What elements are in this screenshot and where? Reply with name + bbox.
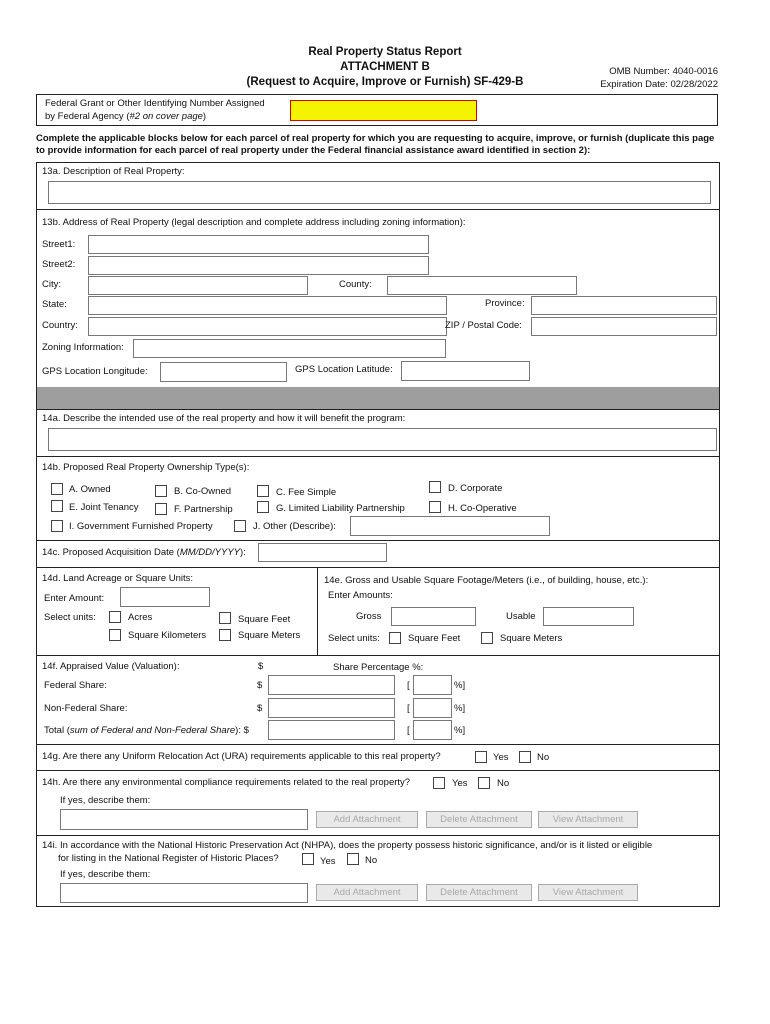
enter-amounts-label: Enter Amounts:	[328, 590, 393, 601]
divider	[36, 744, 720, 745]
divider	[36, 770, 720, 771]
s14i-label: 14i. In accordance with the National Historic Preservation Act (NHPA), does the property possess historic significance, and/or is it listed or eligible	[42, 840, 653, 851]
square-feet-checkbox[interactable]	[219, 612, 231, 624]
total-pct-input[interactable]	[413, 720, 452, 740]
province-label: Province:	[485, 298, 525, 309]
s14f-label: 14f. Appraised Value (Valuation):	[42, 661, 180, 672]
column-divider	[317, 567, 318, 655]
s14d-label: 14d. Land Acreage or Square Units:	[42, 573, 194, 584]
zoning-input[interactable]	[133, 339, 446, 358]
env-view-attachment-button[interactable]: View Attachment	[538, 811, 638, 828]
divider	[36, 209, 720, 210]
pct-bracket: %]	[454, 703, 466, 714]
city-label: City:	[42, 279, 61, 290]
env-add-attachment-button[interactable]: Add Attachment	[316, 811, 418, 828]
street1-label: Street1:	[42, 239, 76, 250]
non-federal-share-input[interactable]	[268, 698, 395, 718]
intended-use-input[interactable]	[48, 428, 717, 451]
s14i-label-2: for listing in the National Register of Historic Places?	[58, 853, 279, 864]
nhpa-no-label: No	[365, 855, 378, 866]
enter-amount-label: Enter Amount:	[44, 593, 105, 604]
ura-yes-checkbox[interactable]	[475, 751, 487, 763]
zip-input[interactable]	[531, 317, 717, 336]
partnership-checkbox[interactable]	[155, 503, 167, 515]
s13b-label: 13b. Address of Real Property (legal description and complete address including zoning information):	[42, 217, 466, 228]
dollar-sign: $	[257, 680, 263, 691]
non-federal-pct-input[interactable]	[413, 698, 452, 718]
acquisition-date-input[interactable]	[258, 543, 387, 562]
square-meters-label: Square Meters	[238, 630, 301, 641]
s14b-label: 14b. Proposed Real Property Ownership Type(s):	[42, 462, 250, 473]
bracket: [	[407, 703, 410, 714]
square-feet-label: Square Feet	[238, 614, 291, 625]
fee-simple-checkbox[interactable]	[257, 485, 269, 497]
nhpa-delete-attachment-button[interactable]: Delete Attachment	[426, 884, 532, 901]
city-input[interactable]	[88, 276, 308, 295]
select-units-label-e: Select units:	[328, 633, 380, 644]
state-select[interactable]	[88, 296, 447, 315]
zip-label: ZIP / Postal Code:	[445, 320, 522, 331]
usable-input[interactable]	[543, 607, 634, 626]
land-amount-input[interactable]	[120, 587, 210, 607]
nhpa-describe-input[interactable]	[60, 883, 308, 903]
usable-label: Usable	[506, 611, 536, 622]
s14a-label: 14a. Describe the intended use of the real property and how it will benefit the program:	[42, 413, 406, 424]
gross-label: Gross	[356, 611, 382, 622]
env-yes-label: Yes	[452, 778, 468, 789]
acres-checkbox[interactable]	[109, 611, 121, 623]
divider	[36, 409, 720, 410]
env-describe-label: If yes, describe them:	[60, 795, 151, 806]
owned-label: A. Owned	[69, 484, 111, 495]
corporate-label: D. Corporate	[448, 483, 503, 494]
gps-longitude-input[interactable]	[160, 362, 287, 382]
federal-share-label: Federal Share:	[44, 680, 107, 691]
omb-number: OMB Number: 4040-0016	[609, 66, 718, 77]
gps-latitude-label: GPS Location Latitude:	[295, 364, 393, 375]
form-subtitle: (Request to Acquire, Improve or Furnish) SF-429-B	[246, 76, 524, 88]
nhpa-add-attachment-button[interactable]: Add Attachment	[316, 884, 418, 901]
ura-no-label: No	[537, 752, 550, 763]
ura-no-checkbox[interactable]	[519, 751, 531, 763]
s14h-label: 14h. Are there any environmental compliance requirements related to the real property?	[42, 777, 411, 788]
dollar-sign: $	[257, 703, 263, 714]
bracket: [	[407, 680, 410, 691]
env-describe-input[interactable]	[60, 809, 308, 830]
joint-tenancy-checkbox[interactable]	[51, 500, 63, 512]
attachment-label: ATTACHMENT B	[340, 61, 430, 73]
other-checkbox[interactable]	[234, 520, 246, 532]
co-operative-label: H. Co-Operative	[448, 503, 517, 514]
co-owned-checkbox[interactable]	[155, 485, 167, 497]
joint-tenancy-label: E. Joint Tenancy	[69, 502, 139, 513]
fee-simple-label: C. Fee Simple	[276, 487, 337, 498]
grant-number-input[interactable]	[290, 100, 477, 121]
country-select[interactable]	[88, 317, 447, 336]
divider	[36, 540, 720, 541]
square-meters-checkbox-e[interactable]	[481, 632, 493, 644]
nhpa-no-checkbox[interactable]	[347, 853, 359, 865]
divider	[36, 456, 720, 457]
grant-label: Federal Grant or Other Identifying Number Assigned	[45, 98, 265, 109]
s13a-label: 13a. Description of Real Property:	[42, 166, 185, 177]
s14e-label: 14e. Gross and Usable Square Footage/Meters (i.e., of building, house, etc.):	[324, 575, 649, 586]
square-km-checkbox[interactable]	[109, 629, 121, 641]
ura-yes-label: Yes	[493, 752, 509, 763]
other-label: J. Other (Describe):	[253, 521, 336, 532]
co-operative-checkbox[interactable]	[429, 501, 441, 513]
section-separator-bar	[37, 387, 719, 409]
zoning-label: Zoning Information:	[42, 342, 124, 353]
pct-bracket: %]	[454, 680, 466, 691]
total-label: Total (sum of Federal and Non-Federal Share): $	[44, 725, 249, 736]
square-meters-checkbox[interactable]	[219, 629, 231, 641]
non-federal-share-label: Non-Federal Share:	[44, 703, 128, 714]
government-furnished-label: I. Government Furnished Property	[69, 521, 213, 532]
square-feet-label-e: Square Feet	[408, 633, 461, 644]
street1-input[interactable]	[88, 235, 429, 254]
federal-share-input[interactable]	[268, 675, 395, 695]
expiration-date: Expiration Date: 02/28/2022	[600, 79, 718, 90]
divider	[36, 567, 720, 568]
total-input[interactable]	[268, 720, 395, 740]
country-label: Country:	[42, 320, 78, 331]
nhpa-view-attachment-button[interactable]: View Attachment	[538, 884, 638, 901]
county-label: County:	[339, 279, 372, 290]
description-input[interactable]	[48, 181, 711, 204]
env-no-label: No	[497, 778, 510, 789]
s14c-label: 14c. Proposed Acquisition Date (MM/DD/YYYY):	[42, 547, 246, 558]
divider	[36, 835, 720, 836]
select-units-label: Select units:	[44, 612, 96, 623]
bracket: [	[407, 725, 410, 736]
square-feet-checkbox-e[interactable]	[389, 632, 401, 644]
province-input[interactable]	[531, 296, 717, 315]
divider	[36, 655, 720, 656]
nhpa-yes-label: Yes	[320, 856, 336, 867]
other-describe-input[interactable]	[350, 516, 550, 536]
government-furnished-checkbox[interactable]	[51, 520, 63, 532]
nhpa-yes-checkbox[interactable]	[302, 853, 314, 865]
owned-checkbox[interactable]	[51, 483, 63, 495]
gps-longitude-label: GPS Location Longitude:	[42, 366, 148, 377]
s14g-label: 14g. Are there any Uniform Relocation Act (URA) requirements applicable to this real property?	[42, 751, 441, 762]
grant-label-2: by Federal Agency (#2 on cover page)	[45, 111, 207, 122]
state-label: State:	[42, 299, 67, 310]
square-meters-label-e: Square Meters	[500, 633, 563, 644]
square-km-label: Square Kilometers	[128, 630, 207, 641]
llp-label: G. Limited Liability Partnership	[276, 503, 405, 514]
gross-input[interactable]	[391, 607, 476, 626]
env-delete-attachment-button[interactable]: Delete Attachment	[426, 811, 532, 828]
llp-checkbox[interactable]	[257, 501, 269, 513]
co-owned-label: B. Co-Owned	[174, 486, 232, 497]
county-input[interactable]	[387, 276, 577, 295]
street2-label: Street2:	[42, 259, 76, 270]
gps-latitude-input[interactable]	[401, 361, 530, 381]
env-no-checkbox[interactable]	[478, 777, 490, 789]
acres-label: Acres	[128, 612, 153, 623]
partnership-label: F. Partnership	[174, 504, 233, 515]
pct-bracket: %]	[454, 725, 466, 736]
dollar-sign: $	[258, 661, 264, 672]
corporate-checkbox[interactable]	[429, 481, 441, 493]
instructions: Complete the applicable blocks below for each parcel of real property for which you are requesting to acquire, improve, or furnish (duplicate this page to provide information for each parcel of real property under the Federal financial assistance award identified in section 2):	[36, 133, 715, 156]
nhpa-describe-label: If yes, describe them:	[60, 869, 151, 880]
grant-section	[36, 94, 718, 126]
env-yes-checkbox[interactable]	[433, 777, 445, 789]
share-percentage-label: Share Percentage %:	[333, 662, 424, 673]
street2-input[interactable]	[88, 256, 429, 275]
federal-pct-input[interactable]	[413, 675, 452, 695]
page-title: Real Property Status Report	[308, 46, 462, 58]
